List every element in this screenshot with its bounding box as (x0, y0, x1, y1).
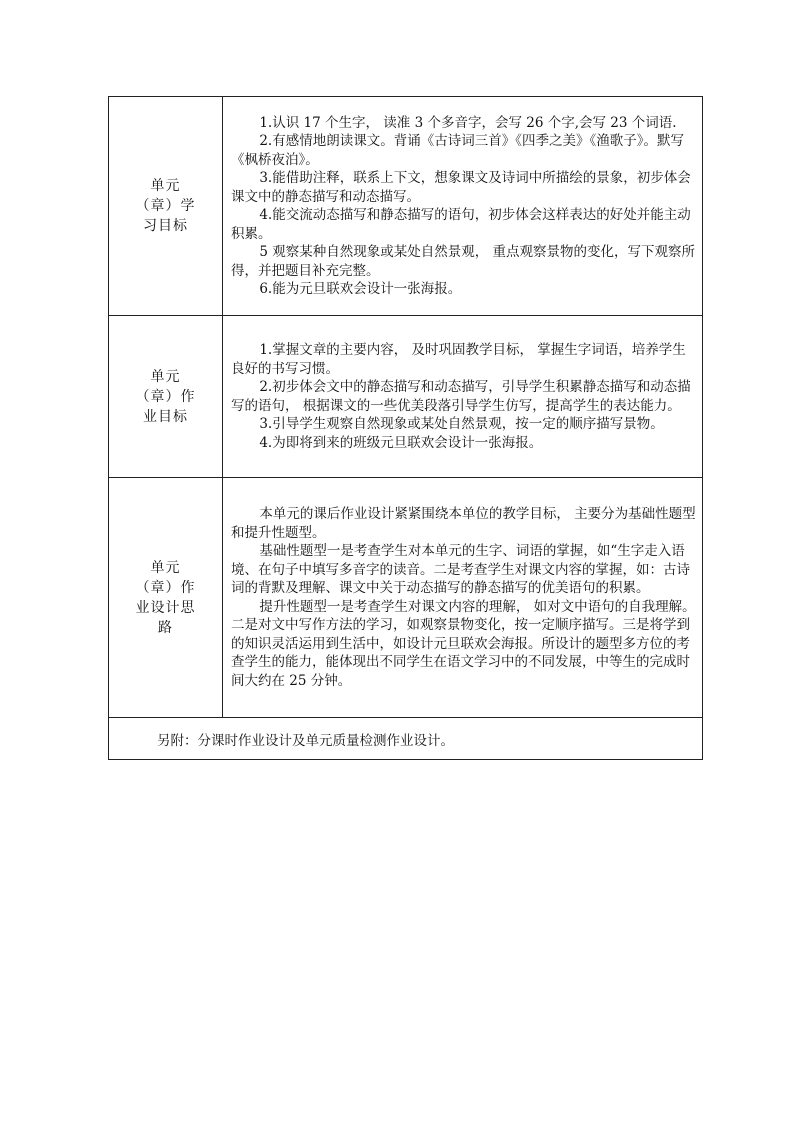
row-learning-goals (109, 97, 703, 316)
paragraph: 3.能借助注释，联系上下文，想象课文及诗词中所描绘的景象，初步体会课文中的静态描写和动态描写。 (231, 170, 691, 205)
paragraph: 4.能交流动态描写和静态描写的语句，初步体会这样表达的好处并能主动积累。 (231, 207, 691, 242)
paragraph: 4.为即将到来的班级元旦联欢会设计一张海报。 (259, 434, 543, 451)
content-design-approach (223, 478, 703, 718)
paragraph: 3.引导学生观察自然现象或某处自然景观，按一定的顺序描写景物。 (259, 416, 664, 432)
row-design-approach (109, 478, 703, 718)
label-line: 路 (158, 619, 173, 636)
label-line: （章）作 (135, 579, 196, 596)
label-learning-goals (109, 97, 223, 316)
label-design-approach (109, 478, 223, 718)
unit-design-table (108, 96, 703, 760)
label-line: （章）作 (135, 388, 196, 405)
row-homework-goals (109, 316, 703, 478)
paragraph: 6.能为元旦联欢会设计一张海报。 (259, 281, 462, 297)
paragraph: 2.初步体会文中的静态描写和动态描写，引导学生积累静态描写和动态描写的语句， 根据课文的一些优美段落引导学生仿写，提高学生的表达能力。 (231, 379, 691, 414)
label-line: 单元 (150, 559, 181, 576)
paragraph: 1.掌握文章的主要内容， 及时巩固教学目标， 掌握生字词语，培养学生良好的书写习惯。 (231, 342, 686, 377)
footer-note: 另附：分课时作业设计及单元质量检测作业设计。 (109, 718, 703, 760)
content-homework-goals (223, 316, 703, 478)
label-line: （章）学 (135, 198, 196, 214)
row-footer (109, 718, 703, 760)
paragraph: 提升性题型一是考查学生对课文内容的理解， 如对文中语句的自我理解。二是对文中写作方法的学习，如观察景物变化，按一定顺序描写。三是将学到的知识灵活运用到生活中，如设计元旦联欢会海报。所设计的题型多方位的考查学生的能力，能体现出不同学生在语文学习中的不同发展，中等生的完成时间大约在 25 分钟。 (231, 598, 696, 689)
label-line: 单元 (150, 368, 181, 385)
content-learning-goals (223, 97, 703, 316)
label-line: 业目标 (143, 408, 188, 425)
paragraph: 本单元的课后作业设计紧紧围绕本单位的教学目标， 主要分为基础性题型和提升性题型。 (231, 506, 696, 541)
label-line: 单元 (150, 178, 181, 194)
label-homework-goals (109, 316, 223, 478)
label-line: 习目标 (143, 218, 188, 234)
paragraph: 1.认识 17 个生字， 读准 3 个多音字，会写 26 个字,会写 23 个词语. (259, 114, 677, 131)
paragraph: 5 观察某种自然现象或某处自然景观， 重点观察景物的变化，写下观察所得，并把题目补充完整。 (231, 244, 696, 279)
label-line: 业设计思 (135, 599, 196, 616)
paragraph: 2.有感情地朗读课文。背诵《古诗词三首》《四季之美》《渔歌子》。默写《枫桥夜泊》。 (231, 133, 684, 168)
paragraph: 基础性题型一是考查学生对本单元的生字、词语的掌握，如“生字走入语境、在句子中填写多音字的读音。二是考查学生对课文内容的掌握，如：古诗词的背默及理解、课文中关于动态描写的静态描写的优美语句的积累。 (231, 543, 690, 596)
